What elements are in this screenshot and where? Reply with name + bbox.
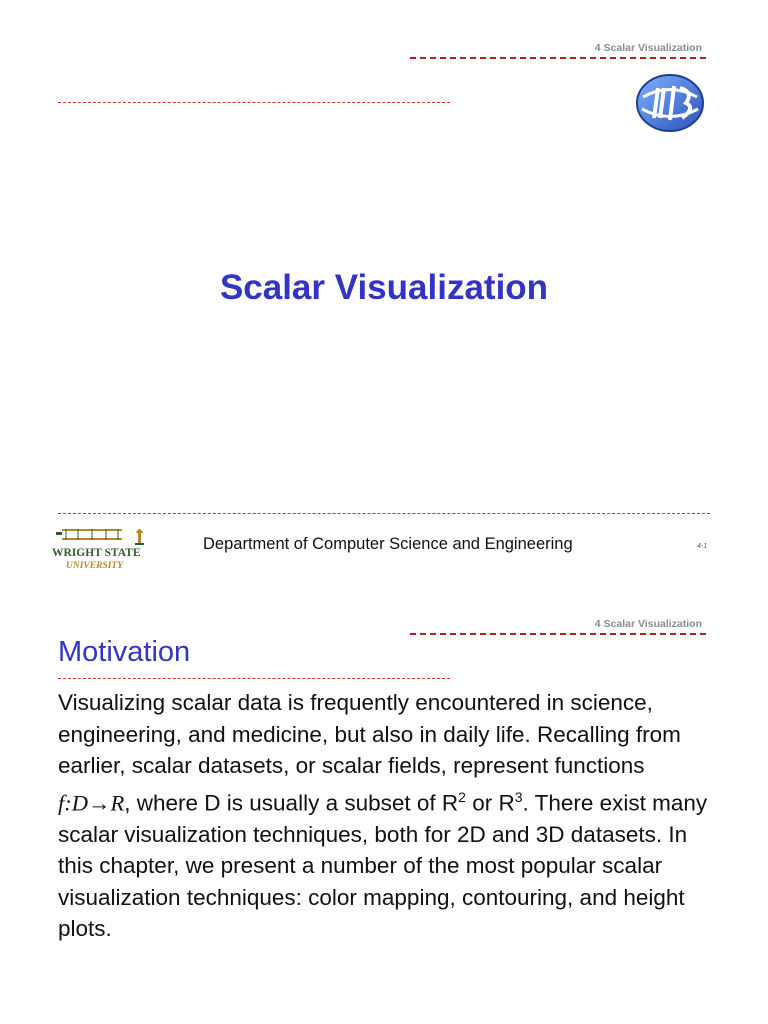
paragraph-text-2: , where D is usually a subset of R [124, 790, 459, 815]
header-text: 4 Scalar Visualization [594, 618, 702, 630]
wright-state-logo [52, 525, 156, 571]
footer-rule [58, 513, 710, 514]
wright-flyer-icon [56, 529, 122, 540]
section-title-rule [58, 678, 450, 679]
paragraph-text-1: Visualizing scalar data is frequently encountered in science, engineering, and medicine, but also in daily life. Recalling from earlier, scalar datasets, or scalar fields, represent functions [58, 690, 681, 778]
section-title: Motivation [58, 636, 191, 668]
slide-title-text: Scalar Visualization [219, 268, 549, 307]
function-formula: f:D→R [58, 790, 125, 815]
paragraph-text-4: . There exist many scalar visualization techniques, both for 2D and 3D datasets. In this chapter, we present a number of the most popular scalar visualization techniques: color mapping, contouring, and height plots. [58, 790, 708, 941]
superscript-2: 2 [458, 788, 466, 805]
header-rule [410, 57, 706, 59]
motivation-paragraph [58, 687, 723, 945]
page-number: 4-1 [697, 543, 708, 550]
department-name: Department of Computer Science and Engineering [203, 535, 573, 553]
paragraph-text-3: or R [465, 790, 515, 815]
torch-icon [135, 529, 144, 545]
top-left-rule [58, 102, 450, 103]
superscript-3: 3 [514, 788, 523, 805]
wsu-logo-line-1: WRIGHT STATE [52, 547, 141, 559]
header-text: 4 Scalar Visualization [594, 42, 702, 54]
header-rule [410, 633, 706, 635]
uib-logo-icon [634, 72, 706, 134]
wsu-logo-line-2: UNIVERSITY [66, 561, 124, 571]
slide-motivation [0, 590, 768, 1024]
